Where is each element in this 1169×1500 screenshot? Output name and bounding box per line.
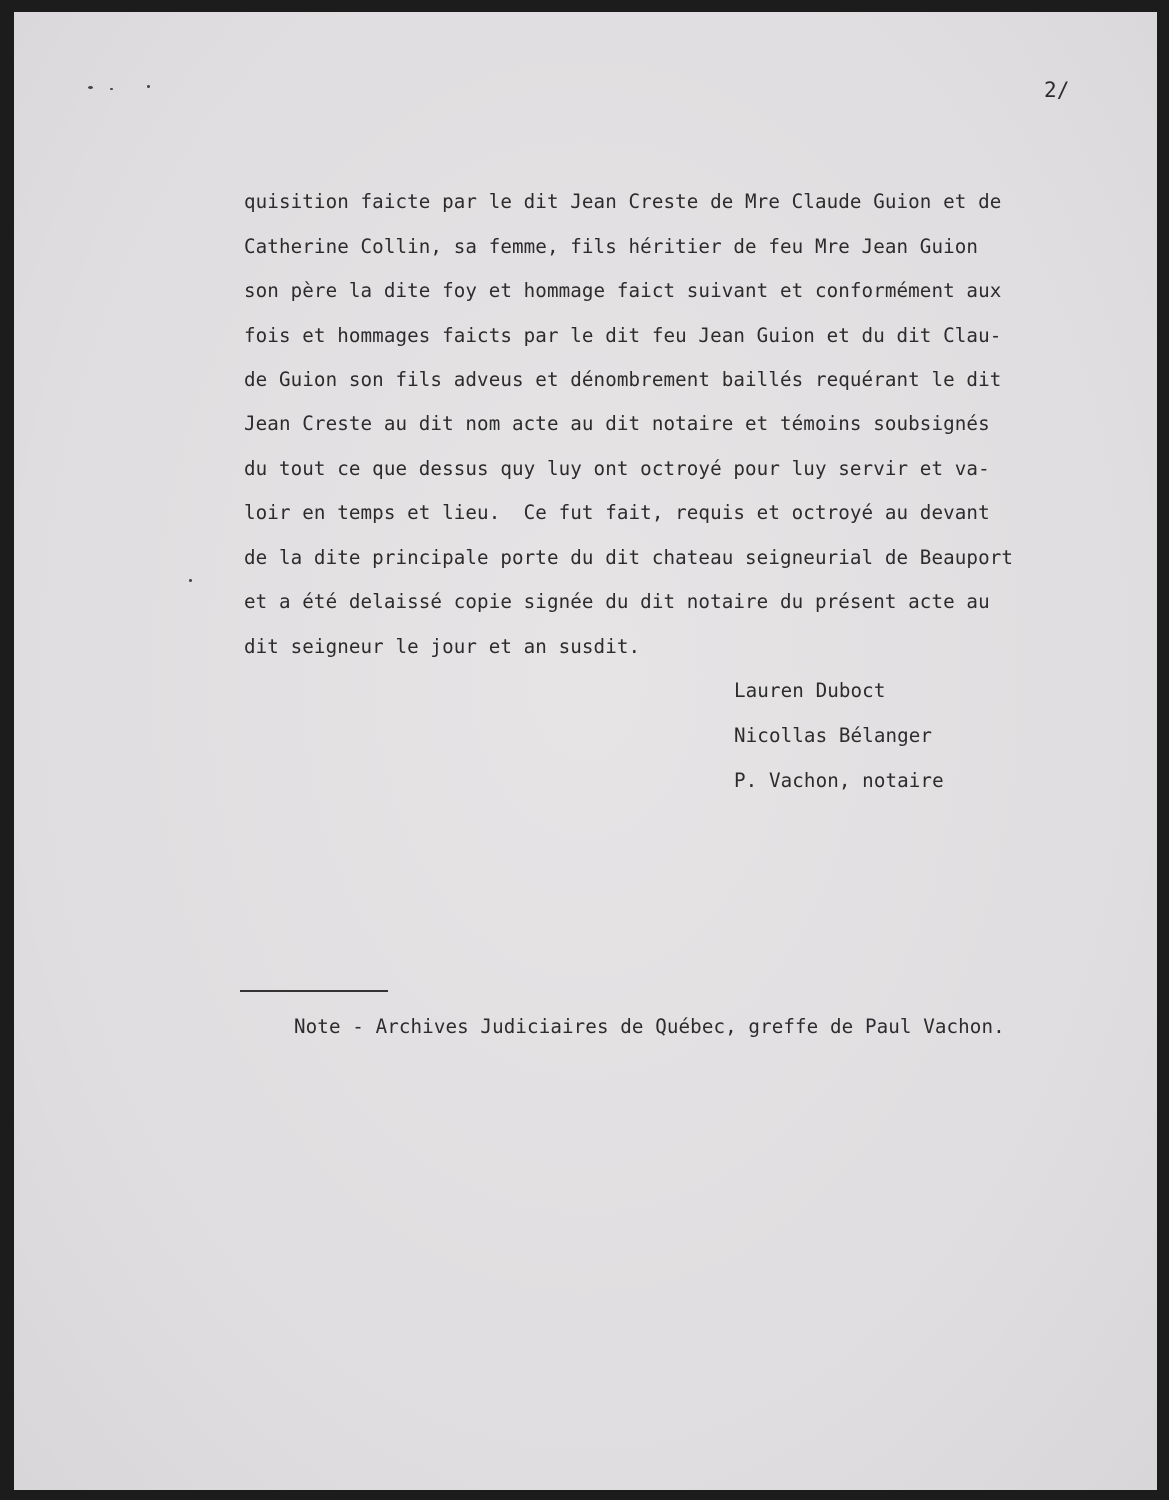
signature-line: Lauren Duboct bbox=[734, 679, 886, 702]
body-line: de Guion son fils adveus et dénombrement baillés requérant le dit bbox=[244, 368, 1002, 391]
signature-line: Nicollas Bélanger bbox=[734, 724, 933, 747]
footnote: Note - Archives Judiciaires de Québec, greffe de Paul Vachon. bbox=[294, 1015, 1005, 1038]
footnote-rule bbox=[240, 990, 388, 992]
body-line: et a été delaissé copie signée du dit notaire du présent acte au bbox=[244, 590, 990, 613]
body-line: de la dite principale porte du dit chateau seigneurial de Beauport bbox=[244, 546, 1014, 569]
page-number: 2/ bbox=[1044, 78, 1070, 102]
body-line: fois et hommages faicts par le dit feu Jean Guion et du dit Clau- bbox=[244, 324, 1002, 347]
body-line: Jean Creste au dit nom acte au dit notaire et témoins soubsignés bbox=[244, 412, 990, 435]
signature-line: P. Vachon, notaire bbox=[734, 769, 944, 792]
document-page bbox=[14, 12, 1157, 1490]
body-line: son père la dite foy et hommage faict suivant et conformément aux bbox=[244, 279, 1002, 302]
ink-mark bbox=[88, 86, 93, 89]
body-line: quisition faicte par le dit Jean Creste de Mre Claude Guion et de bbox=[244, 190, 1002, 213]
body-line: du tout ce que dessus quy luy ont octroyé pour luy servir et va- bbox=[244, 457, 990, 480]
body-line: loir en temps et lieu. Ce fut fait, requis et octroyé au devant bbox=[244, 501, 990, 524]
body-line: dit seigneur le jour et an susdit. bbox=[244, 635, 641, 658]
body-line: Catherine Collin, sa femme, fils héritier de feu Mre Jean Guion bbox=[244, 235, 979, 258]
ink-mark bbox=[189, 579, 192, 582]
ink-mark bbox=[110, 88, 113, 90]
ink-mark bbox=[147, 85, 150, 88]
